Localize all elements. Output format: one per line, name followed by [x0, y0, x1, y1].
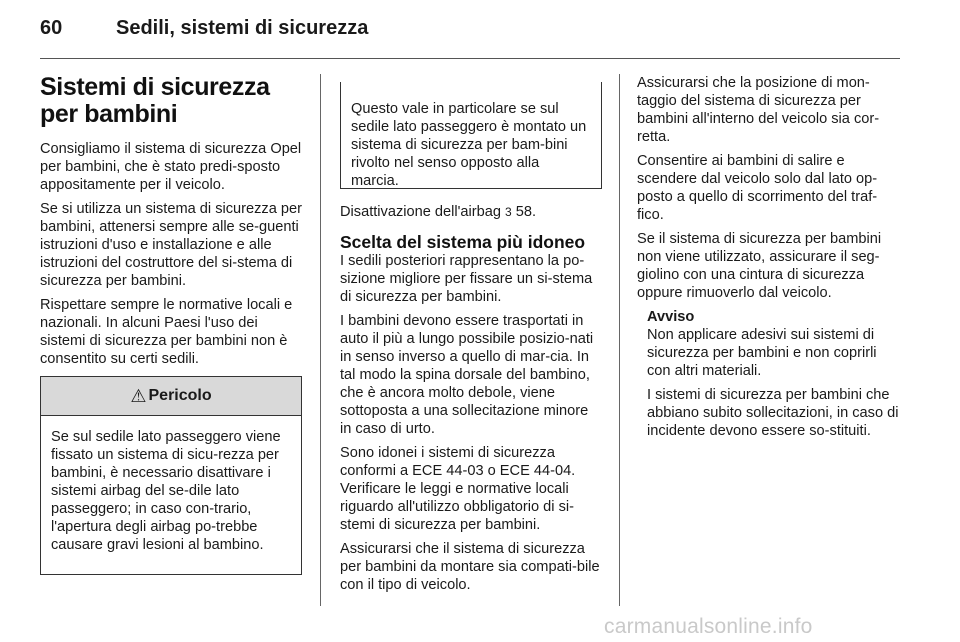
notice-title: Avviso	[647, 309, 695, 325]
column-2	[340, 74, 602, 600]
notice-block	[637, 308, 901, 440]
page-header	[40, 17, 920, 49]
paragraph: Se si utilizza un sistema di sicurezza per bambini, attenersi sempre alle se-guenti istruzioni d'uso e installazione e alle istruzioni del costruttore del si-stema di sicurezza per bambini.	[40, 201, 302, 289]
paragraph: I bambini devono essere trasportati in auto il più a lungo possibile posizio-nati in senso inverso a quello di mar-cia. In tal modo la spina dorsale del bambino, che è ancora molto debole, viene sottoposta a una sollecitazione minore in caso di urto.	[340, 313, 594, 437]
paragraph: Assicurarsi che la posizione di mon-taggio del sistema di sicurezza per bambini all'interno del veicolo sia cor-retta.	[637, 75, 880, 145]
danger-label: Pericolo	[148, 387, 212, 404]
page-ref-arrow-icon: 3	[505, 205, 512, 219]
danger-text: Se sul sedile lato passeggero viene fissato un sistema di sicu-rezza per bambini, è necessario disattivare i sistemi airbag del se-dile lato passeggero; in caso con-trario, l'apertura degli airbag po-trebbe causare gravi lesioni al bambino.	[51, 429, 281, 553]
paragraph: Consigliamo il sistema di sicurezza Opel per bambini, che è stato predi-sposto appositamente per il veicolo.	[40, 141, 302, 193]
paragraph: I sedili posteriori rappresentano la po-sizione migliore per fissare un si-stema di sicurezza per bambini.	[340, 253, 593, 305]
paragraph: Se il sistema di sicurezza per bambini non viene utilizzato, assicurare il seg-giolino con una cintura di sicurezza oppure rimuoverlo dal veicolo.	[637, 231, 882, 301]
warning-triangle-icon: ⚠	[130, 385, 147, 406]
watermark: carmanualsonline.info	[604, 615, 813, 638]
notice-paragraph: I sistemi di sicurezza per bambini che abbiano subito sollecitazioni, in caso di incidente devono essere so-stituiti.	[647, 387, 899, 439]
column-3	[637, 74, 901, 446]
danger-box-header	[41, 377, 301, 416]
header-rule	[40, 58, 900, 59]
subsection-title: Scelta del sistema più idoneo	[340, 232, 586, 252]
column-divider	[619, 74, 620, 606]
paragraph: Assicurarsi che il sistema di sicurezza per bambini da montare sia compati-bile con il tipo di veicolo.	[340, 541, 600, 593]
note-box-text: Questo vale in particolare se sul sedile lato passeggero è montato un sistema di sicurezza per bam-bini rivolto nel senso opposto alla marcia.	[351, 101, 587, 189]
section-title: Sistemi di sicurezza per bambini	[40, 73, 270, 128]
column-divider	[320, 74, 321, 606]
paragraph: Sono idonei i sistemi di sicurezza conformi a ECE 44-03 o ECE 44-04. Verificare le leggi e normative locali riguardo all'utilizzo obbligatorio di si-stemi di sicurezza per bambini.	[340, 445, 576, 533]
airbag-reference-page: 58.	[515, 204, 537, 220]
danger-box	[40, 376, 302, 575]
notice-paragraph: Non applicare adesivi sui sistemi di sicurezza per bambini e non coprirli con altri materiali.	[647, 327, 877, 379]
column-1	[40, 74, 302, 575]
paragraph: Rispettare sempre le normative locali e nazionali. In alcuni Paesi l'uso dei sistemi di sicurezza per bambini non è consentito su certi sedili.	[40, 297, 293, 367]
paragraph: Consentire ai bambini di salire e scendere dal veicolo solo dal lato op-posto a quello di scorrimento del traf-fico.	[637, 153, 878, 223]
danger-box-continuation	[340, 82, 602, 189]
running-title: Sedili, sistemi di sicurezza	[116, 17, 369, 39]
airbag-reference-text: Disattivazione dell'airbag	[340, 204, 501, 220]
page-number: 60	[40, 17, 63, 39]
cross-reference	[340, 203, 602, 221]
